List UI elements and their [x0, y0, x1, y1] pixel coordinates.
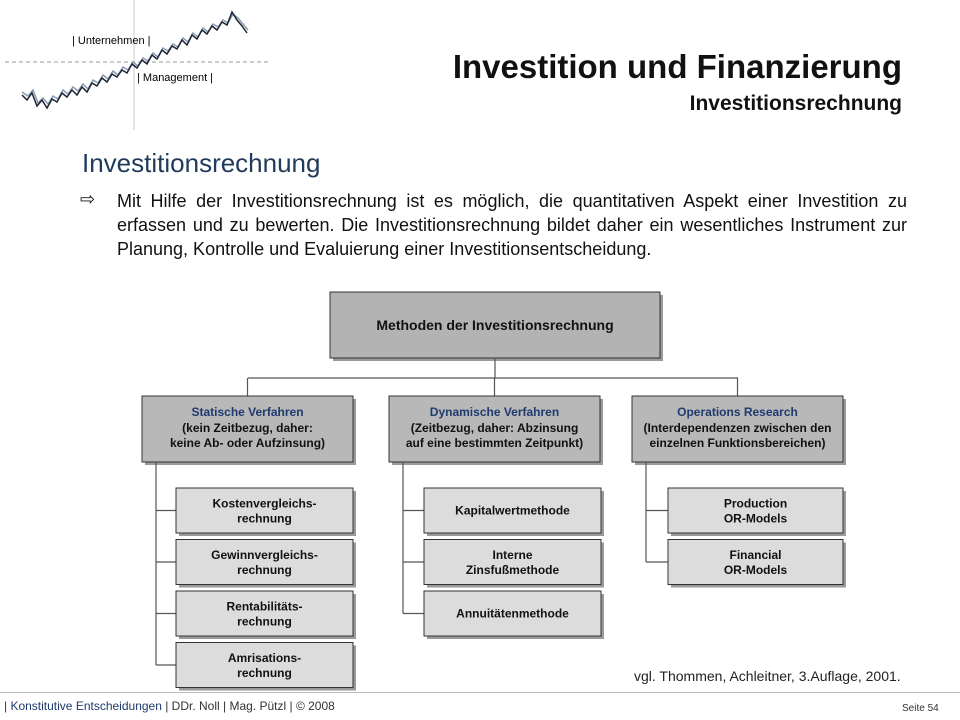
child-label-0-2-0: Rentabilitäts-	[226, 599, 303, 614]
child-box-0-1	[176, 540, 353, 585]
child-label-0-2-1: rechnung	[237, 614, 292, 629]
category-desc-1-1: auf eine bestimmten Zeitpunkt)	[405, 436, 584, 450]
child-label-0-0-0: Kostenvergleichs-	[212, 496, 317, 511]
category-desc-0-0: (kein Zeitbezug, daher:	[182, 421, 313, 435]
child-label-1-2: Annuitätenmethode	[456, 606, 569, 621]
category-desc-1-0: (Zeitbezug, daher: Abzinsung	[410, 421, 579, 435]
outline-right-arrow-icon: ⇨	[80, 189, 96, 209]
child-label-0-3-0: Amrisations-	[227, 651, 302, 665]
page-title: Investition und Finanzierung	[452, 48, 902, 85]
child-label-2-0-1: OR-Models	[723, 511, 788, 526]
footer-authors: | DDr. Noll | Mag. Pützl | © 2008	[161, 699, 335, 713]
child-box-1-1	[424, 540, 601, 585]
child-label-1-1-1: Zinsfußmethode	[465, 563, 560, 577]
logo-text-management: | Management |	[137, 72, 214, 84]
child-label-2-0-0: Production	[723, 496, 788, 511]
category-title-0: Statische Verfahren	[191, 405, 304, 419]
footer-text	[4, 699, 335, 713]
child-label-2-1-0: Financial	[729, 548, 782, 562]
footer-divider	[0, 692, 960, 693]
footer-section: | Konstitutive Entscheidungen	[4, 699, 162, 713]
section-heading: Investitionsrechnung	[82, 148, 321, 178]
child-label-0-0-1: rechnung	[237, 511, 292, 526]
category-title-2: Operations Research	[677, 405, 798, 419]
child-box-0-3	[176, 643, 353, 688]
root-label: Methoden der Investitionsrechnung	[376, 317, 614, 333]
child-box-2-0	[668, 488, 843, 533]
category-title-1: Dynamische Verfahren	[429, 405, 560, 419]
child-label-0-1-1: rechnung	[237, 563, 292, 577]
page-number: Seite 54	[902, 703, 939, 714]
child-label-0-1-0: Gewinnvergleichs-	[211, 548, 318, 562]
child-label-0-3-1: rechnung	[237, 666, 292, 680]
child-box-2-1	[668, 540, 843, 585]
citation: vgl. Thommen, Achleitner, 3.Auflage, 2001.	[634, 668, 901, 684]
body-paragraph: Mit Hilfe der Investitionsrechnung ist es möglich, die quantitativen Aspekt einer Investition zu erfassen und zu bewerten. Die Investitionsrechnung bildet daher ein wesentliches Instrument zur Planung, Kontrolle und Evaluierung einer Investitionsentscheidung.	[117, 191, 907, 259]
child-box-0-2	[176, 591, 353, 636]
category-desc-2-1: einzelnen Funktionsbereichen)	[649, 436, 826, 450]
logo-text-unternehmen: | Unternehmen |	[72, 35, 151, 47]
child-label-1-0: Kapitalwertmethode	[455, 503, 570, 518]
page-subtitle: Investitionsrechnung	[689, 92, 902, 115]
category-desc-0-1: keine Ab- oder Aufzinsung)	[169, 436, 326, 450]
category-desc-2-0: (Interdependenzen zwischen den	[643, 421, 832, 435]
child-label-2-1-1: OR-Models	[723, 563, 788, 577]
child-label-1-1-0: Interne	[492, 548, 533, 562]
child-box-0-0	[176, 488, 353, 533]
